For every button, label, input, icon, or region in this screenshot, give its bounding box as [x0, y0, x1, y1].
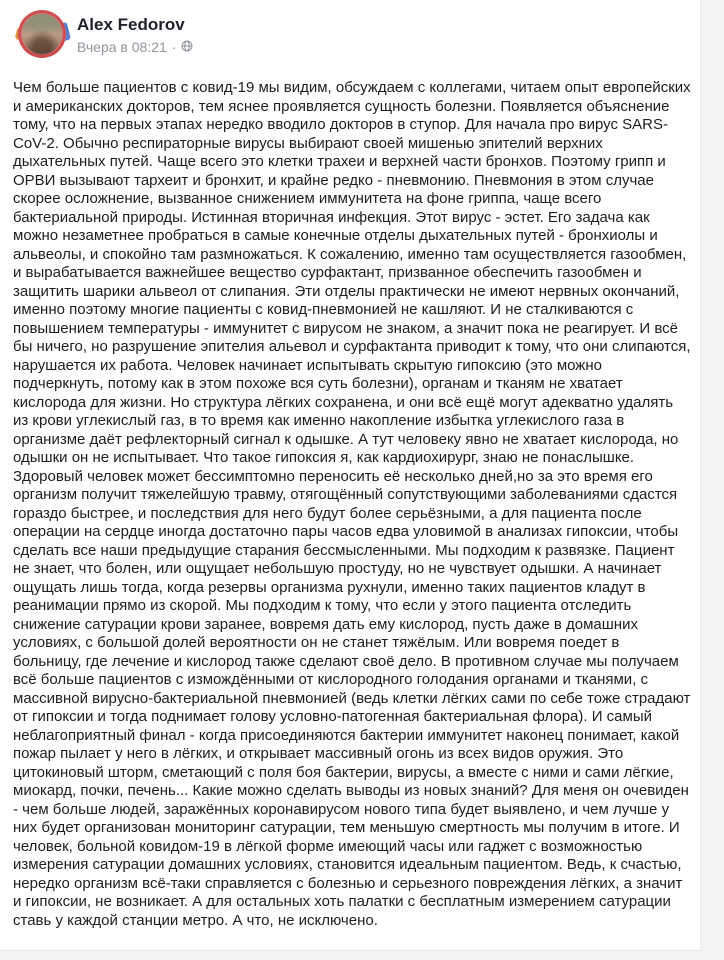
- timestamp-separator: ·: [171, 38, 177, 55]
- post-meta: [77, 13, 193, 55]
- post-subline: [77, 38, 193, 55]
- author-name-link[interactable]: Alex Fedorov: [77, 15, 185, 34]
- globe-icon: [181, 39, 193, 55]
- avatar[interactable]: [18, 10, 66, 58]
- profile-photo: [18, 10, 66, 58]
- post-header: [0, 0, 700, 58]
- post-text: Чем больше пациентов с ковид-19 мы видим, обсуждаем с коллегами, читаем опыт европейских и американских докторов, тем яснее проявляется сущность болезни. Появляется объяснение тому, что на первых этапах нередко вводило докторов в ступор. Для начала про вирус SARS-CoV-2. Обычно респираторные вирусы выбирают своей мишенью эпителий верхних дыхательных путей. Чаще всего это клетки трахеи и верхней части бронхов. Поэтому грипп и ОРВИ вызывают тархеит и бронхит, и крайне редко - пневмонию. Пневмония в этом случае скорее осложнение, вызванное снижением иммунитета на фоне гриппа, чаще всего бактериальной природы. Истинная вторичная инфекция. Этот вирус - эстет. Его задача как можно незаметнее пробраться в самые конечные отделы дыхательных путей - бронхиолы и альвеолы, и спокойно там размножаться. К сожалению, именно там осуществляется газообмен, и вырабатывается важнейшее вещество сурфактант, призванное обеспечить газообмен и защитить шарики альвеол от слипания. Эти отделы практически не имеют нервных окончаний, именно поэтому многие пациенты с ковид-пневмонией не кашляют. И не сталкиваются с повышением температуры - иммунитет с вирусом не знаком, а значит пока не реагирует. И всё бы ничего, но разрушение эпителия альевол и сурфактанта приводит к тому, что они слипаются, нарушается их работа. Человек начинает испытывать скрытую гипоксию (это можно подчеркнуть, потому как в этом похоже вся суть болезни), органам и тканям не хватает кислорода для жизни. Но структура лёгких сохранена, и они всё ещё могут адекватно удалять из крови углекислый газ, в то время как именно накопление избытка углекислого газа в организме даёт рефлекторный сигнал к одышке. А тут человеку явно не хватает кислорода, но одышки он не испытывает. Что такое гипоксия я, как кардиохирург, знаю не понаслышке. Здоровый человек может бессимптомно переносить её несколько дней,но за это время его организм получит тяжелейшую травму, отягощённый сопутствующими заболеваниями сдастся гораздо быстрее, и последствия для него будут более серьёзными, а для пациента после операции на сердце иногда достаточно пары часов едва уловимой в анализах гипоксии, чтобы сделать все наши предыдущие старания бессмысленными. Мы подходим к развязке. Пациент не знает, что болен, или ощущает небольшую простуду, но не чувствует одышки. А начинает ощущать лишь тогда, когда резервы организма рухнули, именно таких пациентов кладут в реанимации прямо из скорой. Мы подходим к тому, что если у этого пациента отследить снижение сатурации крови заранее, вовремя дать ему кислород, пусть даже в домашних условиях, с большой долей вероятности он не станет тяжёлым. Или вовремя поедет в больницу, где лечение и кислород также сделают своё дело. В противном случае мы получаем всё больше пациентов с измождёнными от кислородного голодания органами и тканями, с массивной вирусно-бактериальной пневмонией (ведь клетки лёгких сами по себе тоже страдают от гипоксии и тогда поднимает голову условно-патогенная бактериальная флора). И самый неблагоприятный финал - когда присоединяются бактерии иммунитет наконец понимает, какой пожар пылает у него в лёгких, и открывает массивный огонь из всех видов оружия. Это цитокиновый шторм, сметающий с поля боя бактерии, вирусы, а вместе с ними и сами лёгкие, миокард, почки, печень... Какие можно сделать выводы из новых знаний? Для меня он очевиден - чем больше людей, заражённых коронавирусом нового типа будет выявлено, и чем лучше у них будет организован мониторинг сатурации, тем меньшую смертность мы получим в итоге. И человек, больной ковидом-19 в лёгкой форме имеющий часы или гаджет с возможностью измерения сатурации домашних условиях, становится идеальным пациентом. Ведь, к счастью, нередко организм всё-таки справляется с болезнью и серьезного повреждения лёгких, а значит и гипоксии, не возникает. А для остальных хоть палатки с бесплатным измерением сатурации ставь у каждой станции метро. А что, не исключено.: [13, 79, 691, 929]
- post-timestamp[interactable]: Вчера в 08:21: [77, 38, 167, 55]
